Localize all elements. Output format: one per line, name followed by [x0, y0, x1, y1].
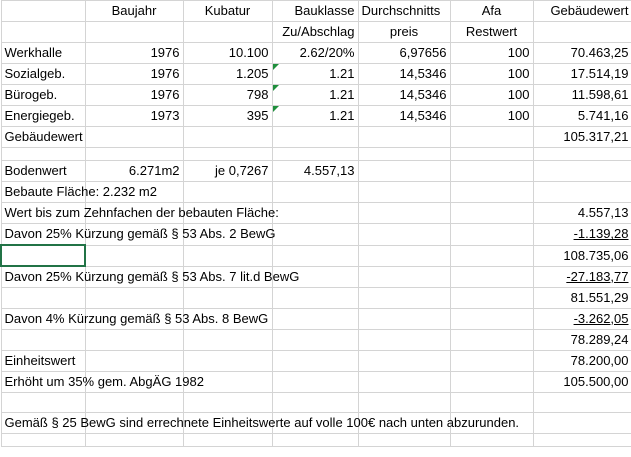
table-row: [1, 127, 631, 148]
building-preis[interactable]: 14,5346: [358, 106, 450, 127]
building-kubatur[interactable]: 10.100: [183, 43, 272, 64]
cell[interactable]: [358, 148, 450, 161]
cell[interactable]: [183, 434, 272, 447]
building-bauklasse[interactable]: 1.21: [272, 85, 358, 106]
cell[interactable]: [450, 245, 533, 266]
calc-label[interactable]: Davon 4% Kürzung gemäß § 53 Abs. 8 BewG: [1, 309, 85, 330]
header-durchschnitt[interactable]: Durchschnitts: [358, 1, 450, 22]
table-row: [1, 64, 631, 85]
cell[interactable]: [85, 245, 183, 266]
building-wert[interactable]: 5.741,16: [533, 106, 631, 127]
building-afa[interactable]: 100: [450, 85, 533, 106]
cell[interactable]: [358, 224, 450, 246]
cell[interactable]: [272, 351, 358, 372]
calc-value-text: -27.183,77: [566, 268, 629, 284]
calc-value[interactable]: 81.551,29: [533, 288, 631, 309]
cell[interactable]: [450, 288, 533, 309]
building-bauklasse[interactable]: 1.21: [272, 106, 358, 127]
table-row: [1, 224, 631, 246]
cell[interactable]: [1, 22, 85, 43]
einheitswert-label[interactable]: Einheitswert: [1, 351, 85, 372]
calc-value-text: -3.262,05: [573, 311, 629, 326]
building-wert[interactable]: 70.463,25: [533, 43, 631, 64]
table-row: [1, 413, 631, 434]
empty-row: [1, 393, 631, 413]
cell[interactable]: [450, 266, 533, 288]
cell[interactable]: [358, 288, 450, 309]
cell[interactable]: [450, 182, 533, 203]
calc-label[interactable]: Davon 25% Kürzung gemäß § 53 Abs. 7 lit.d BewG: [1, 266, 85, 288]
table-row: [1, 245, 631, 266]
cell[interactable]: [533, 182, 631, 203]
building-kubatur[interactable]: 395: [183, 106, 272, 127]
table-row: [1, 372, 631, 393]
cell[interactable]: [272, 372, 358, 393]
cell[interactable]: [450, 351, 533, 372]
calc-value-text: -1.139,28: [573, 226, 629, 242]
cell[interactable]: [358, 266, 450, 288]
cell[interactable]: [358, 330, 450, 351]
selected-cell[interactable]: [1, 245, 85, 266]
cell[interactable]: [450, 393, 533, 413]
header-kubatur[interactable]: Kubatur: [183, 1, 272, 22]
header-durchschnitt-sub[interactable]: preis: [358, 22, 450, 43]
building-kubatur[interactable]: 1.205: [183, 64, 272, 85]
cell[interactable]: [85, 434, 183, 447]
building-baujahr[interactable]: 1976: [85, 64, 183, 85]
cell[interactable]: [450, 434, 533, 447]
cell[interactable]: [85, 22, 183, 43]
building-kubatur[interactable]: 798: [183, 85, 272, 106]
bodenwert-label[interactable]: Bodenwert: [1, 161, 85, 182]
cell[interactable]: [450, 372, 533, 393]
cell[interactable]: [450, 309, 533, 330]
bebaute-flaeche[interactable]: Bebaute Fläche: 2.232 m2: [1, 182, 85, 203]
cell[interactable]: [272, 203, 358, 224]
cell[interactable]: [183, 148, 272, 161]
table-row: [1, 288, 631, 309]
bodenwert-area[interactable]: 6.271m2: [85, 161, 183, 182]
cell[interactable]: [358, 182, 450, 203]
erhoeht-value[interactable]: 105.500,00: [533, 372, 631, 393]
header-row-2: [1, 22, 631, 43]
building-preis[interactable]: 14,5346: [358, 64, 450, 85]
table-row: [1, 182, 631, 203]
building-bauklasse[interactable]: 1.21: [272, 64, 358, 85]
cell[interactable]: [358, 161, 450, 182]
cell[interactable]: [450, 127, 533, 148]
cell[interactable]: [358, 127, 450, 148]
cell[interactable]: [450, 148, 533, 161]
table-row: [1, 43, 631, 64]
building-baujahr[interactable]: 1976: [85, 85, 183, 106]
building-name[interactable]: Bürogeb.: [1, 85, 85, 106]
cell[interactable]: [358, 309, 450, 330]
header-bauklasse-sub[interactable]: Zu/Abschlag: [272, 22, 358, 43]
cell[interactable]: [272, 330, 358, 351]
building-name[interactable]: Energiegeb.: [1, 106, 85, 127]
building-preis[interactable]: 6,97656: [358, 43, 450, 64]
cell[interactable]: [533, 434, 631, 447]
einheitswert-value[interactable]: 78.200,00: [533, 351, 631, 372]
cell[interactable]: [450, 330, 533, 351]
cell[interactable]: [183, 22, 272, 43]
building-afa[interactable]: 100: [450, 64, 533, 85]
table-row: [1, 106, 631, 127]
building-afa[interactable]: 100: [450, 106, 533, 127]
cell[interactable]: [272, 148, 358, 161]
cell[interactable]: [85, 127, 183, 148]
cell[interactable]: [1, 288, 85, 309]
cell[interactable]: [533, 148, 631, 161]
building-baujahr[interactable]: 1973: [85, 106, 183, 127]
cell[interactable]: [533, 413, 631, 434]
header-baujahr[interactable]: Baujahr: [85, 1, 183, 22]
cell[interactable]: [183, 245, 272, 266]
building-afa[interactable]: 100: [450, 43, 533, 64]
calc-label[interactable]: Wert bis zum Zehnfachen der bebauten Fläche:: [1, 203, 85, 224]
calc-value[interactable]: 108.735,06: [533, 245, 631, 266]
cell[interactable]: [183, 127, 272, 148]
building-name[interactable]: Werkhalle: [1, 43, 85, 64]
cell[interactable]: [450, 224, 533, 246]
cell[interactable]: [1, 330, 85, 351]
table-row: [1, 330, 631, 351]
table-row: [1, 85, 631, 106]
calc-value[interactable]: 78.289,24: [533, 330, 631, 351]
cell[interactable]: [1, 1, 85, 22]
cell[interactable]: [1, 393, 85, 413]
calc-value[interactable]: [533, 224, 631, 246]
cell[interactable]: [1, 148, 85, 161]
bodenwert-rate[interactable]: je 0,7267: [183, 161, 272, 182]
cell[interactable]: [533, 22, 631, 43]
cell[interactable]: [85, 148, 183, 161]
table-row: [1, 351, 631, 372]
cell[interactable]: [183, 330, 272, 351]
cell[interactable]: [358, 351, 450, 372]
cell[interactable]: [358, 434, 450, 447]
cell[interactable]: [533, 161, 631, 182]
cell[interactable]: [85, 288, 183, 309]
building-baujahr[interactable]: 1976: [85, 43, 183, 64]
building-wert[interactable]: 17.514,19: [533, 64, 631, 85]
calc-value[interactable]: [533, 309, 631, 330]
footnote[interactable]: Gemäß § 25 BewG sind errechnete Einheitswerte auf volle 100€ nach unten abzurunden.: [1, 413, 85, 434]
building-name[interactable]: Sozialgeb.: [1, 64, 85, 85]
cell[interactable]: [183, 182, 272, 203]
cell[interactable]: [450, 161, 533, 182]
cell[interactable]: [183, 393, 272, 413]
cell[interactable]: [358, 393, 450, 413]
header-afa-sub[interactable]: Restwert: [450, 22, 533, 43]
calc-value[interactable]: 4.557,13: [533, 203, 631, 224]
cell[interactable]: [85, 330, 183, 351]
header-afa[interactable]: Afa: [450, 1, 533, 22]
cell[interactable]: [1, 434, 85, 447]
gebaeudewert-label[interactable]: Gebäudewert: [1, 127, 85, 148]
cell[interactable]: [272, 182, 358, 203]
header-bauklasse[interactable]: Bauklasse: [272, 1, 358, 22]
gebaeudewert-total[interactable]: 105.317,21: [533, 127, 631, 148]
cell[interactable]: [272, 288, 358, 309]
table-row: [1, 309, 631, 330]
table-row: [1, 161, 631, 182]
building-wert[interactable]: 11.598,61: [533, 85, 631, 106]
header-gebaeudewert[interactable]: Gebäudewert: [533, 1, 631, 22]
cell[interactable]: [85, 351, 183, 372]
cell[interactable]: [183, 351, 272, 372]
building-bauklasse[interactable]: 2.62/20%: [272, 43, 358, 64]
calc-value[interactable]: [533, 266, 631, 288]
cell[interactable]: [358, 372, 450, 393]
cell[interactable]: [272, 434, 358, 447]
cell[interactable]: [358, 245, 450, 266]
bodenwert-value[interactable]: 4.557,13: [272, 161, 358, 182]
empty-row: [1, 434, 631, 447]
cell[interactable]: [272, 393, 358, 413]
table-row: [1, 266, 631, 288]
cell[interactable]: [450, 203, 533, 224]
calc-label[interactable]: Davon 25% Kürzung gemäß § 53 Abs. 2 BewG: [1, 224, 85, 246]
cell[interactable]: [183, 288, 272, 309]
cell[interactable]: [272, 224, 358, 246]
cell[interactable]: [533, 393, 631, 413]
cell[interactable]: [272, 309, 358, 330]
header-row-1: [1, 1, 631, 22]
cell[interactable]: [272, 245, 358, 266]
table-row: [1, 203, 631, 224]
building-preis[interactable]: 14,5346: [358, 85, 450, 106]
empty-row: [1, 148, 631, 161]
cell[interactable]: [358, 203, 450, 224]
erhoeht-label[interactable]: Erhöht um 35% gem. AbgÄG 1982: [1, 372, 85, 393]
cell[interactable]: [272, 127, 358, 148]
cell[interactable]: [85, 393, 183, 413]
